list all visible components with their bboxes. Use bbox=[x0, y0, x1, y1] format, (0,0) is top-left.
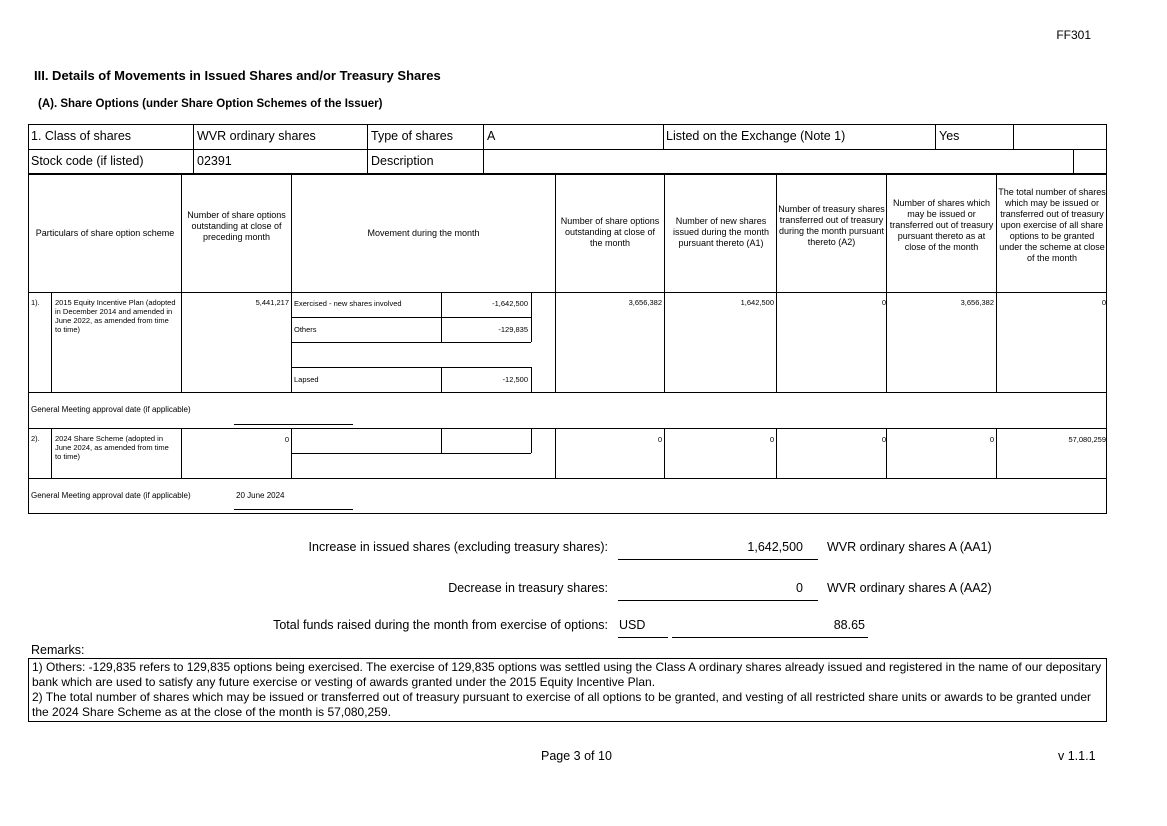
movement-2-label: Others bbox=[294, 325, 317, 334]
col-new-shares: Number of new shares issued during the month pursuant thereto (A1) bbox=[672, 216, 770, 248]
form-code: FF301 bbox=[1056, 28, 1091, 42]
col-outstanding-close: Number of share options outstanding at close of the month bbox=[560, 216, 660, 248]
scheme-2-may-be-issued: 0 bbox=[989, 435, 994, 444]
scheme-2-new-shares: 0 bbox=[769, 435, 774, 444]
increase-label: Increase in issued shares (excluding treasury shares): bbox=[308, 540, 608, 554]
scheme-2-name: 2024 Share Scheme (adopted in June 2024, as amended from time to time) bbox=[55, 434, 169, 461]
increase-value: 1,642,500 bbox=[747, 540, 803, 554]
scheme-1-outstanding-close: 3,656,382 bbox=[628, 298, 662, 307]
movement-2-value: -129,835 bbox=[498, 325, 528, 334]
movement-4-label: Lapsed bbox=[294, 375, 319, 384]
col-movement: Movement during the month bbox=[367, 228, 480, 238]
class-label: 1. Class of shares bbox=[31, 129, 132, 143]
scheme-1-new-shares: 1,642,500 bbox=[740, 298, 774, 307]
scheme-2-index: 2). bbox=[31, 434, 40, 443]
listed-value: Yes bbox=[939, 129, 960, 143]
scheme-1-index: 1). bbox=[31, 298, 40, 307]
scheme-1-name: 2015 Equity Incentive Plan (adopted in December 2014 and amended in June 2022, as amended from time to time) bbox=[55, 298, 176, 334]
col-treasury-transferred: Number of treasury shares transferred out of treasury during the month pursuant thereto (A2) bbox=[778, 204, 885, 247]
scheme-1-total-may-be-issued: 0 bbox=[1101, 298, 1106, 307]
remarks-box bbox=[28, 658, 1107, 722]
scheme-2-gm-label: General Meeting approval date (if applicable) bbox=[31, 491, 191, 500]
scheme-2-treasury-transferred: 0 bbox=[881, 435, 886, 444]
movement-4-value: -12,500 bbox=[502, 375, 528, 384]
col-may-be-issued: Number of shares which may be issued or transferred out of treasury pursuant thereto as at close of the month bbox=[889, 198, 994, 252]
stock-code-label: Stock code (if listed) bbox=[31, 154, 144, 168]
scheme-2-gm-value: 20 June 2024 bbox=[236, 491, 285, 500]
funds-label: Total funds raised during the month from exercise of options: bbox=[273, 618, 608, 632]
movement-1-label: Exercised - new shares involved bbox=[294, 299, 402, 308]
increase-unit: WVR ordinary shares A (AA1) bbox=[827, 540, 992, 554]
remarks-label: Remarks: bbox=[31, 643, 85, 657]
decrease-label: Decrease in treasury shares: bbox=[448, 581, 608, 595]
scheme-1-outstanding-prev: 5,441,217 bbox=[255, 298, 289, 307]
movement-1-value: -1,642,500 bbox=[492, 299, 528, 308]
scheme-1-treasury-transferred: 0 bbox=[881, 298, 886, 307]
scheme-1-gm-label: General Meeting approval date (if applicable) bbox=[31, 405, 191, 414]
funds-value: 88.65 bbox=[833, 618, 865, 632]
col-total-may-be-issued: The total number of shares which may be issued or transferred out of treasury upon exercise of all share options to be granted under the scheme at close of the month bbox=[998, 187, 1106, 263]
class-value: WVR ordinary shares bbox=[197, 129, 316, 143]
type-label: Type of shares bbox=[371, 129, 453, 143]
section-title: III. Details of Movements in Issued Shares and/or Treasury Shares bbox=[34, 68, 441, 83]
col-outstanding-prev: Number of share options outstanding at close of preceding month bbox=[187, 210, 286, 242]
funds-currency: USD bbox=[619, 618, 646, 632]
stock-code-value: 02391 bbox=[197, 154, 232, 168]
scheme-1-may-be-issued: 3,656,382 bbox=[960, 298, 994, 307]
scheme-2-outstanding-prev: 0 bbox=[284, 435, 289, 444]
type-value: A bbox=[487, 129, 496, 143]
page-number: Page 3 of 10 bbox=[541, 749, 612, 763]
scheme-2-total-may-be-issued: 57,080,259 bbox=[1068, 435, 1106, 444]
description-label: Description bbox=[371, 154, 434, 168]
version: v 1.1.1 bbox=[1058, 749, 1096, 763]
listed-label: Listed on the Exchange (Note 1) bbox=[666, 129, 846, 143]
col-particulars: Particulars of share option scheme bbox=[35, 228, 175, 238]
subsection-title: (A). Share Options (under Share Option Schemes of the Issuer) bbox=[38, 98, 383, 110]
decrease-value: 0 bbox=[796, 581, 803, 595]
decrease-unit: WVR ordinary shares A (AA2) bbox=[827, 581, 992, 595]
scheme-2-outstanding-close: 0 bbox=[657, 435, 662, 444]
remark-2: 2) The total number of shares which may be issued or transferred out of treasury pursuant to exercise of all options to be granted, and vesting of all restricted share units or awards to be granted under the 2024 Share Scheme as at the close of the month is 57,080,259. bbox=[32, 690, 1092, 719]
remark-1: 1) Others: -129,835 refers to 129,835 options being exercised. The exercise of 129,835 options was settled using the Class A ordinary shares already issued and registered in the name of our depositary bank which are used to satisfy any future exercise or vesting of awards granted under the 2015 Equity Incentive Plan. bbox=[32, 660, 1102, 689]
